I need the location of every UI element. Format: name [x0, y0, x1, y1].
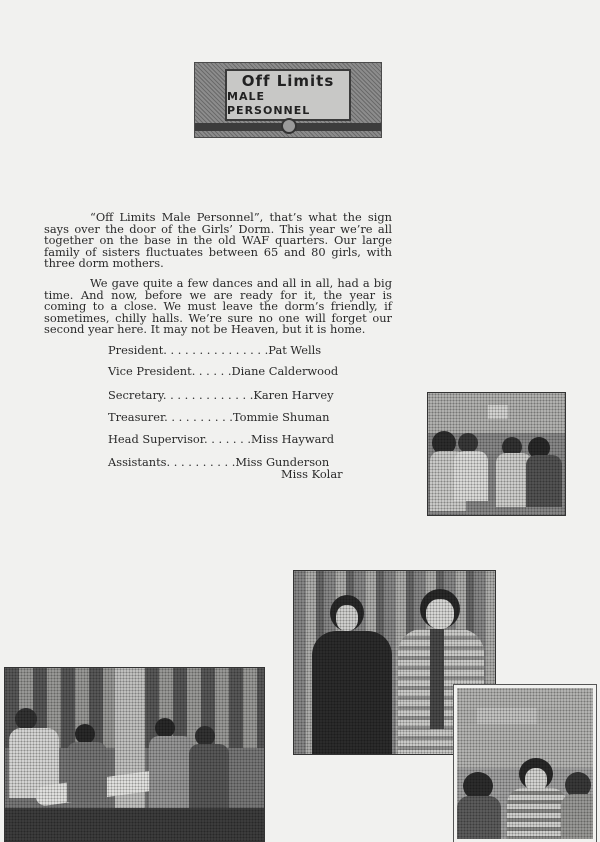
officer-assistant-2: Miss Kolar: [281, 467, 343, 481]
officer-secretary: Secretary. . . . . . . . . . . . .Karen Harvey: [108, 388, 334, 402]
officer-vice-president: Vice President. . . . . .Diane Calderwood: [108, 364, 339, 378]
officer-head-supervisor: Head Supervisor. . . . . . .Miss Hayward: [108, 432, 335, 446]
door-knob: [281, 118, 297, 134]
off-limits-sign: [225, 69, 351, 121]
officer-treasurer: Treasurer. . . . . . . . . .Tommie Shuman: [108, 410, 330, 424]
closing-paragraph: We gave quite a few dances and all in all, had a big time. And now, before we are ready for it, the year is coming to a close. We must leave the dorm’s friendly, if sometimes, chilly halls. We’re sure no one will forget our second year here. It may not be Heaven, but it is home.: [44, 276, 392, 337]
officer-assistants: Assistants. . . . . . . . . .Miss Gunderson: [108, 455, 330, 469]
photo-girls-in-room: [454, 685, 596, 842]
sign-photo: [194, 62, 382, 138]
photo-dance-party: [4, 667, 265, 842]
officer-president: President. . . . . . . . . . . . . . .Pat Wells: [108, 343, 322, 357]
sign-line-1: Off Limits: [241, 72, 335, 90]
intro-paragraph: “Off Limits Male Personnel”, that’s what the sign says over the door of the Girls’ Dorm. This year we’re all together on the base in the old WAF quarters. Our large family of sisters fluctuates between 65 and 80 girls, with three dorm mothers.: [44, 210, 392, 271]
photo-girls-seated: [427, 392, 566, 516]
sign-line-2: MALE PERSONNEL: [227, 90, 311, 117]
